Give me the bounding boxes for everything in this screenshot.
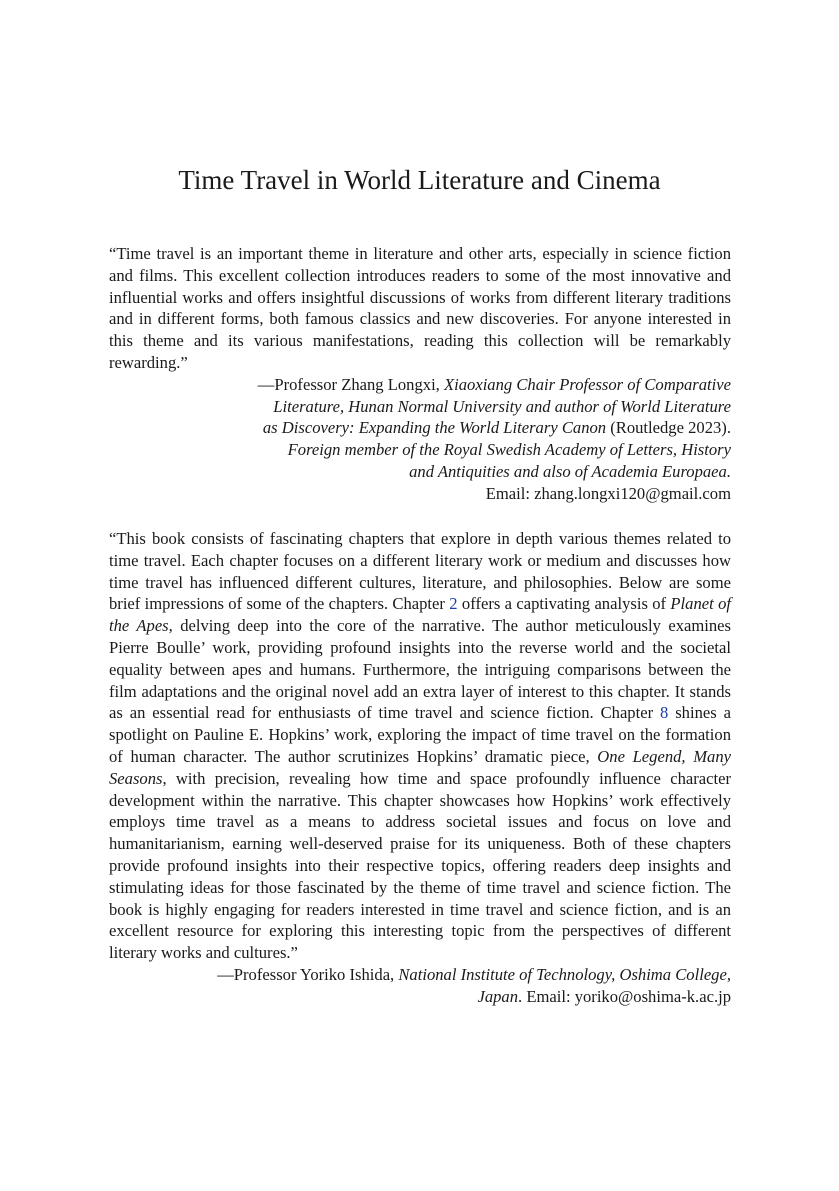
quote-text: shines a spotlight on Pauline E. Hopkins’ work, exploring the impact of time travel on the formation of human character. The author scrutinizes Hopkins’ dramatic piece, xyxy=(109,703,731,766)
endorser-title: Xiaoxiang Chair Professor of Comparative xyxy=(443,374,731,394)
endorsement-yoriko-ishida xyxy=(109,528,731,1008)
endorser-email: . Email: yoriko@oshima-k.ac.jp xyxy=(518,986,731,1006)
endorser-affiliation: National Institute of Technology, Oshima College, xyxy=(398,964,731,984)
quote-text: , delving deep into the core of the narrative. The author meticulously examines Pierre Boulle’ work, providing profound insights into the reverse world and the societal equality between apes and humans. Furthermore, the intriguing comparisons between the film adaptations and the original novel add an extra layer of interest to this chapter. It stands as an essential read for enthusiasts of time travel and science fiction. Chapter xyxy=(109,616,731,723)
chapter-8-link[interactable]: 8 xyxy=(660,703,669,723)
endorsement-attribution xyxy=(109,374,731,505)
quote-text: offers a captivating analysis of xyxy=(457,594,671,614)
endorser-book-publisher: (Routledge 2023). xyxy=(606,418,731,438)
endorsement-quote xyxy=(109,528,731,964)
endorser-email: Email: zhang.longxi120@gmail.com xyxy=(485,483,731,503)
endorser-book-title: as Discovery: Expanding the World Literary Canon xyxy=(262,418,607,438)
work-title: Planet of the Apes xyxy=(109,594,731,636)
endorsement-quote: “Time travel is an important theme in literature and other arts, especially in science fiction and films. This excellent collection introduces readers to some of the most innovative and influential works and offers insightful discussions of works from different literary traditions and in different forms, both famous classics and new discoveries. For anyone interested in this theme and its various manifestations, reading this collection will be remarkably rewarding.” xyxy=(109,244,731,372)
endorser-membership: Foreign member of the Royal Swedish Academy of Letters, History xyxy=(287,440,731,460)
endorser-name: —Professor Yoriko Ishida, xyxy=(217,964,399,984)
page-title: Time Travel in World Literature and Cinema xyxy=(178,165,661,195)
endorsement-zhang-longxi xyxy=(109,243,731,505)
endorsement-attribution xyxy=(109,964,731,1008)
endorser-country: Japan xyxy=(477,986,519,1006)
work-title: One Legend, Many Seasons xyxy=(109,746,731,788)
quote-text: “This book consists of fascinating chapters that explore in depth various themes related to time travel. Each chapter focuses on a different literary work or medium and discusses how time travel has influenced different cultures, literature, and philosophies. Below are some brief impressions of some of the chapters. Chapter xyxy=(109,529,731,614)
endorser-name: —Professor Zhang Longxi, xyxy=(257,374,444,394)
quote-text: , with precision, revealing how time and space profoundly influence character development within the narrative. This chapter showcases how Hopkins’ work effectively employs time travel as a means to address societal issues and focus on love and humanitarianism, earning well-deserved praise for its uniqueness. Both of these chapters provide profound insights into their respective topics, offering readers deep insights and stimulating ideas for those fascinated by the theme of time travel and science fiction. The book is highly engaging for readers interested in time travel and science fiction, and is an excellent resource for exploring this interesting topic from the perspectives of different literary works and cultures.” xyxy=(109,768,731,963)
endorser-membership-cont: and Antiquities and also of Academia Europaea. xyxy=(409,461,731,481)
chapter-2-link[interactable]: 2 xyxy=(449,594,458,614)
endorser-affiliation: Literature, Hunan Normal University and author of World Literature xyxy=(273,396,731,416)
